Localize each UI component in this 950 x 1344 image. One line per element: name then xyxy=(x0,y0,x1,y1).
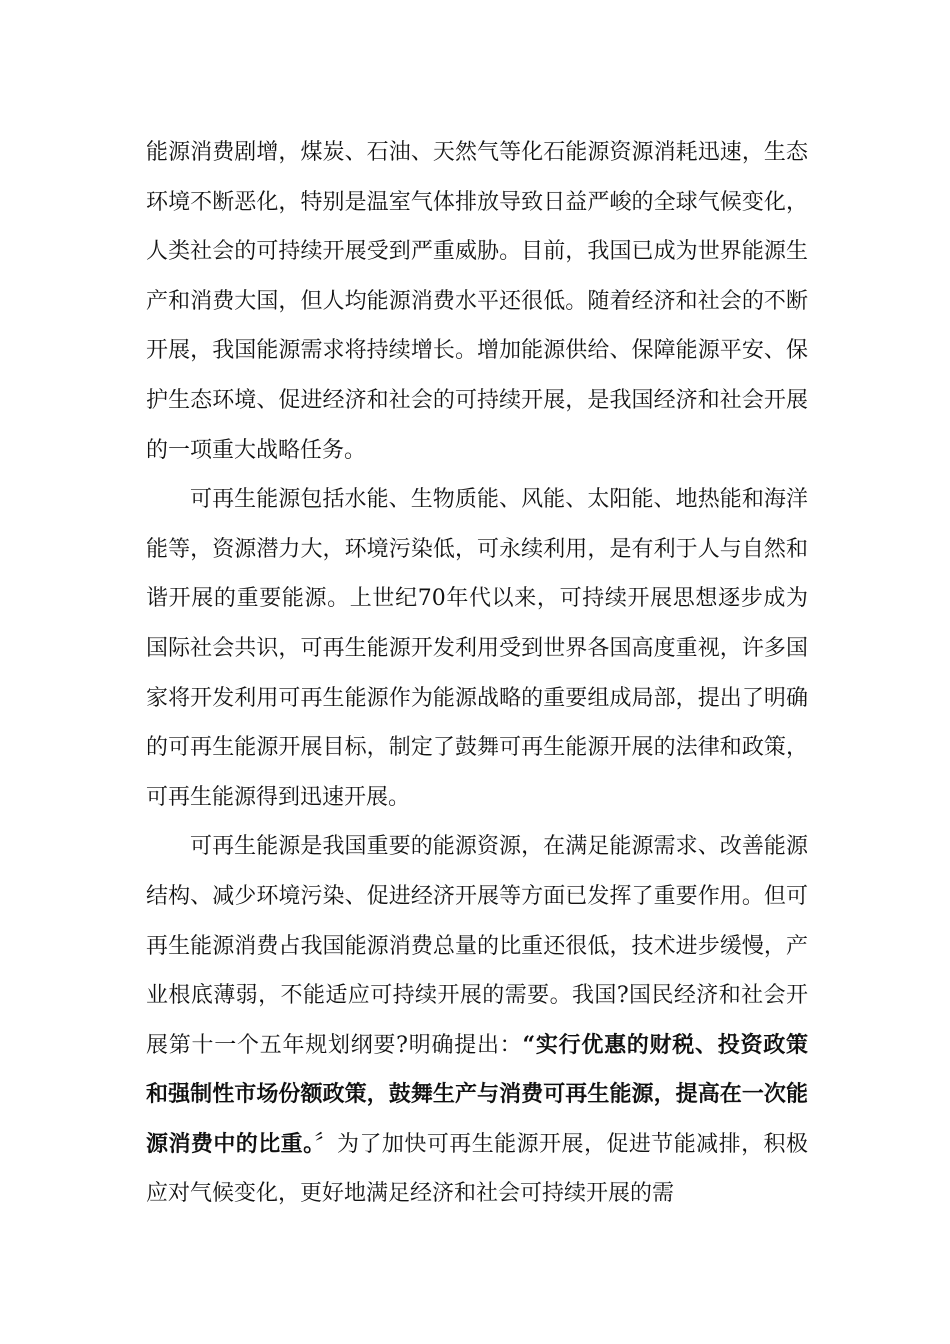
document-body xyxy=(146,128,808,1219)
paragraph-2-text: 可再生能源包括水能、生物质能、风能、太阳能、地热能和海洋能等，资源潜力大，环境污染低，可永续利用，是有利于人与自然和谐开展的重要能源。上世纪70年代以来，可持续开展思想逐步成为国际社会共识，可再生能源开发利用受到世界各国高度重视，许多国家将开发利用可再生能源作为能源战略的重要组成局部，提出了明确的可再生能源开展目标，制定了鼓舞可再生能源开展的法律和政策，可再生能源得到迅速开展。 xyxy=(146,487,808,810)
paragraph-3 xyxy=(146,822,808,1219)
paragraph-3-bold-quote: “实行优惠的财税、投资政策和强制性市场份额政策，鼓舞生产与消费可再生能源，提高在一次能源消费中的比重。 xyxy=(146,1031,809,1157)
paragraph-1 xyxy=(146,128,808,475)
paragraph-3-text-start: 可再生能源是我国重要的能源资源，在满足能源需求、改善能源结构、减少环境污染、促进经济开展等方面已发挥了重要作用。但可再生能源消费占我国能源消费总量的比重还很低，技术进步缓慢，产业根底薄弱，不能适应可持续开展的需要。我国?国民经济和社会开展第十一个五年规划纲要?明确提出： xyxy=(146,834,808,1058)
paragraph-3-text-end: 〞为了加快可再生能源开展，促进节能减排，积极应对气候变化，更好地满足经济和社会可持续开展的需 xyxy=(146,1131,808,1207)
paragraph-2 xyxy=(146,475,808,822)
paragraph-1-text: 能源消费剧增，煤炭、石油、天然气等化石能源资源消耗迅速，生态环境不断恶化，特别是温室气体排放导致日益严峻的全球气候变化，人类社会的可持续开展受到严重威胁。目前，我国已成为世界能源生产和消费大国，但人均能源消费水平还很低。随着经济和社会的不断开展，我国能源需求将持续增长。增加能源供给、保障能源平安、保护生态环境、促进经济和社会的可持续开展，是我国经济和社会开展的一项重大战略任务。 xyxy=(146,140,808,463)
